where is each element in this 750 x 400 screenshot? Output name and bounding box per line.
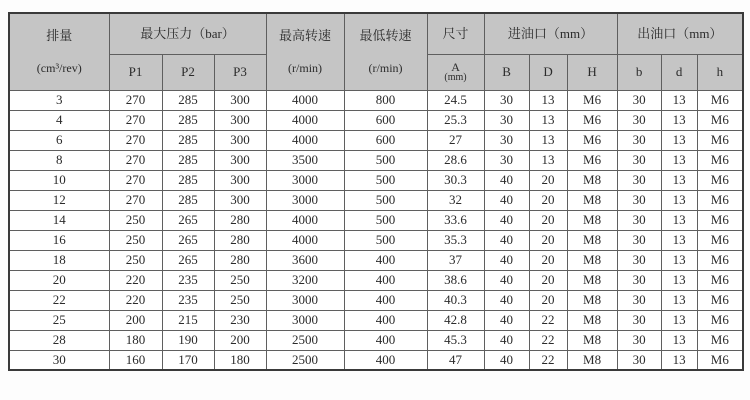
header-max-speed-title: 最高转速: [279, 27, 332, 43]
table-cell: 270: [109, 170, 162, 190]
table-cell: 4: [9, 110, 109, 130]
table-row: [9, 90, 743, 110]
table-cell: 300: [214, 90, 266, 110]
table-cell: 250: [109, 210, 162, 230]
table-cell: 13: [661, 130, 697, 150]
table-cell: 250: [214, 290, 266, 310]
table-cell: M6: [697, 230, 743, 250]
table-cell: 20: [529, 270, 567, 290]
table-cell: 250: [109, 230, 162, 250]
table-cell: 35.3: [427, 230, 484, 250]
table-cell: 285: [162, 90, 214, 110]
subheader-dimension-a-unit: (mm): [444, 72, 467, 83]
table-cell: 28.6: [427, 150, 484, 170]
table-cell: M6: [697, 270, 743, 290]
table-cell: 270: [109, 150, 162, 170]
table-cell: 300: [214, 150, 266, 170]
table-cell: 24.5: [427, 90, 484, 110]
table-cell: M6: [697, 330, 743, 350]
table-cell: 170: [162, 350, 214, 370]
table-cell: 2500: [266, 330, 344, 350]
table-cell: 200: [109, 310, 162, 330]
table-cell: 30: [484, 90, 529, 110]
table-cell: 13: [661, 90, 697, 110]
table-cell: M6: [697, 290, 743, 310]
table-cell: 33.6: [427, 210, 484, 230]
table-row: [9, 210, 743, 230]
table-cell: 220: [109, 290, 162, 310]
table-cell: 20: [529, 290, 567, 310]
table-row: [9, 170, 743, 190]
table-cell: 4000: [266, 90, 344, 110]
table-cell: 13: [529, 150, 567, 170]
table-row: [9, 190, 743, 210]
table-cell: 22: [529, 330, 567, 350]
table-cell: 200: [214, 330, 266, 350]
table-cell: 40: [484, 270, 529, 290]
table-cell: 13: [661, 210, 697, 230]
table-row: [9, 310, 743, 330]
table-cell: M6: [567, 90, 617, 110]
table-row: [9, 150, 743, 170]
table-cell: 13: [661, 330, 697, 350]
table-cell: M8: [567, 310, 617, 330]
table-cell: M8: [567, 250, 617, 270]
table-cell: 42.8: [427, 310, 484, 330]
table-cell: 160: [109, 350, 162, 370]
table-cell: 250: [214, 270, 266, 290]
table-cell: 4000: [266, 230, 344, 250]
pump-spec-table: [8, 12, 744, 371]
table-cell: 13: [661, 150, 697, 170]
table-cell: M8: [567, 190, 617, 210]
table-cell: M6: [697, 150, 743, 170]
table-cell: M6: [697, 210, 743, 230]
table-cell: M6: [697, 130, 743, 150]
table-cell: 400: [344, 250, 427, 270]
table-cell: 3000: [266, 190, 344, 210]
table-cell: 40: [484, 190, 529, 210]
header-max-speed: [266, 13, 344, 90]
header-outlet-port: 出油口（mm）: [617, 13, 743, 54]
table-cell: 235: [162, 270, 214, 290]
table-cell: 300: [214, 190, 266, 210]
table-cell: 20: [529, 230, 567, 250]
table-cell: 40: [484, 230, 529, 250]
table-row: [9, 350, 743, 370]
table-row: [9, 110, 743, 130]
subheader-p2: P2: [162, 54, 214, 90]
table-cell: 500: [344, 210, 427, 230]
subheader-outlet-d: d: [661, 54, 697, 90]
table-cell: 47: [427, 350, 484, 370]
table-cell: M8: [567, 170, 617, 190]
table-cell: 285: [162, 150, 214, 170]
table-cell: 22: [9, 290, 109, 310]
table-cell: 14: [9, 210, 109, 230]
subheader-outlet-b: b: [617, 54, 661, 90]
table-cell: M6: [697, 190, 743, 210]
table-cell: 13: [661, 190, 697, 210]
table-cell: 20: [529, 250, 567, 270]
table-cell: 285: [162, 170, 214, 190]
table-cell: 25: [9, 310, 109, 330]
table-cell: 30: [484, 150, 529, 170]
table-cell: 13: [529, 90, 567, 110]
table-row: [9, 130, 743, 150]
header-displacement-title: 排量: [46, 27, 73, 43]
table-cell: 40: [484, 250, 529, 270]
subheader-dimension-a-label: A: [451, 60, 460, 74]
table-cell: 38.6: [427, 270, 484, 290]
table-cell: 280: [214, 250, 266, 270]
table-cell: 400: [344, 270, 427, 290]
table-cell: 500: [344, 150, 427, 170]
table-cell: 300: [214, 110, 266, 130]
table-cell: 270: [109, 190, 162, 210]
table-cell: 265: [162, 250, 214, 270]
table-cell: 28: [9, 330, 109, 350]
table-cell: M6: [567, 150, 617, 170]
header-displacement: [9, 13, 109, 90]
table-cell: 270: [109, 130, 162, 150]
table-cell: 30: [617, 110, 661, 130]
table-cell: 250: [109, 250, 162, 270]
table-cell: 30: [484, 110, 529, 130]
table-cell: 20: [9, 270, 109, 290]
table-cell: 20: [529, 190, 567, 210]
table-cell: 400: [344, 290, 427, 310]
table-cell: 400: [344, 330, 427, 350]
table-cell: 30: [617, 210, 661, 230]
table-cell: M6: [697, 250, 743, 270]
table-row: [9, 270, 743, 290]
table-cell: 235: [162, 290, 214, 310]
table-cell: 600: [344, 110, 427, 130]
table-cell: 40: [484, 310, 529, 330]
table-cell: 30: [617, 290, 661, 310]
table-cell: M6: [697, 310, 743, 330]
table-cell: 300: [214, 130, 266, 150]
table-cell: 30: [617, 170, 661, 190]
table-cell: 400: [344, 310, 427, 330]
table-cell: 285: [162, 110, 214, 130]
table-cell: M6: [697, 110, 743, 130]
table-cell: 30: [617, 250, 661, 270]
table-cell: 30: [617, 90, 661, 110]
table-cell: 800: [344, 90, 427, 110]
table-cell: 180: [214, 350, 266, 370]
subheader-inlet-b: B: [484, 54, 529, 90]
table-cell: 2500: [266, 350, 344, 370]
subheader-inlet-h: H: [567, 54, 617, 90]
header-dimension: 尺寸: [427, 13, 484, 54]
table-cell: M6: [567, 110, 617, 130]
table-cell: 16: [9, 230, 109, 250]
table-cell: 30: [617, 130, 661, 150]
subheader-outlet-h: h: [697, 54, 743, 90]
table-cell: 13: [661, 310, 697, 330]
table-cell: 265: [162, 230, 214, 250]
table-cell: 20: [529, 210, 567, 230]
table-cell: 30: [617, 190, 661, 210]
subheader-inlet-d: D: [529, 54, 567, 90]
table-cell: 30: [617, 270, 661, 290]
table-cell: 6: [9, 130, 109, 150]
table-cell: 600: [344, 130, 427, 150]
table-cell: 4000: [266, 210, 344, 230]
table-cell: 27: [427, 130, 484, 150]
table-cell: 3200: [266, 270, 344, 290]
table-cell: 30.3: [427, 170, 484, 190]
table-cell: 30: [617, 330, 661, 350]
table-cell: 13: [529, 130, 567, 150]
table-cell: 285: [162, 190, 214, 210]
table-row: [9, 250, 743, 270]
table-cell: 25.3: [427, 110, 484, 130]
table-cell: 12: [9, 190, 109, 210]
table-row: [9, 330, 743, 350]
table-cell: M6: [567, 130, 617, 150]
table-cell: 3000: [266, 290, 344, 310]
table-cell: M8: [567, 230, 617, 250]
table-cell: 180: [109, 330, 162, 350]
table-cell: 3000: [266, 170, 344, 190]
table-row: [9, 290, 743, 310]
table-cell: 45.3: [427, 330, 484, 350]
table-cell: 30: [617, 150, 661, 170]
table-cell: 220: [109, 270, 162, 290]
table-cell: 32: [427, 190, 484, 210]
table-cell: 270: [109, 90, 162, 110]
table-cell: 40: [484, 170, 529, 190]
table-cell: M8: [567, 290, 617, 310]
table-cell: 40: [484, 210, 529, 230]
table-cell: 13: [529, 110, 567, 130]
table-cell: 190: [162, 330, 214, 350]
table-cell: 8: [9, 150, 109, 170]
header-min-speed: [344, 13, 427, 90]
table-cell: 30: [617, 310, 661, 330]
header-max-pressure: 最大压力（bar）: [109, 13, 266, 54]
table-cell: 13: [661, 110, 697, 130]
table-cell: 13: [661, 170, 697, 190]
table-cell: 10: [9, 170, 109, 190]
table-cell: 3600: [266, 250, 344, 270]
header-min-speed-title: 最低转速: [359, 27, 412, 43]
table-cell: 13: [661, 270, 697, 290]
table-cell: 270: [109, 110, 162, 130]
subheader-dimension-a: [427, 54, 484, 90]
table-cell: 13: [661, 250, 697, 270]
table-cell: 22: [529, 350, 567, 370]
table-cell: 30: [617, 230, 661, 250]
table-cell: 13: [661, 290, 697, 310]
table-cell: 3000: [266, 310, 344, 330]
table-cell: 13: [661, 350, 697, 370]
table-cell: 40: [484, 330, 529, 350]
table-cell: 500: [344, 230, 427, 250]
table-cell: 3: [9, 90, 109, 110]
table-cell: 285: [162, 130, 214, 150]
table-cell: 500: [344, 190, 427, 210]
table-cell: M8: [567, 210, 617, 230]
table-cell: 500: [344, 170, 427, 190]
table-cell: M8: [567, 330, 617, 350]
header-displacement-unit: (cm³/rev): [36, 60, 82, 75]
table-cell: 22: [529, 310, 567, 330]
table-cell: 18: [9, 250, 109, 270]
header-row-1: [9, 13, 743, 54]
table-cell: M8: [567, 270, 617, 290]
table-cell: 37: [427, 250, 484, 270]
header-max-speed-unit: (r/min): [288, 60, 323, 75]
table-body: [9, 90, 743, 370]
table-cell: 280: [214, 230, 266, 250]
table-cell: 230: [214, 310, 266, 330]
header-inlet-port: 进油口（mm）: [484, 13, 617, 54]
table-cell: 215: [162, 310, 214, 330]
table-cell: 30: [9, 350, 109, 370]
table-row: [9, 230, 743, 250]
header-min-speed-unit: (r/min): [368, 60, 403, 75]
table-cell: 20: [529, 170, 567, 190]
table-header: [9, 13, 743, 90]
table-cell: 30: [617, 350, 661, 370]
table-cell: M6: [697, 350, 743, 370]
table-cell: 4000: [266, 130, 344, 150]
table-cell: 300: [214, 170, 266, 190]
table-cell: 3500: [266, 150, 344, 170]
table-cell: 30: [484, 130, 529, 150]
table-cell: M8: [567, 350, 617, 370]
table-cell: 40: [484, 350, 529, 370]
subheader-p1: P1: [109, 54, 162, 90]
table-cell: 4000: [266, 110, 344, 130]
subheader-p3: P3: [214, 54, 266, 90]
table-cell: 40.3: [427, 290, 484, 310]
table-cell: 280: [214, 210, 266, 230]
table-cell: 400: [344, 350, 427, 370]
table-cell: M6: [697, 170, 743, 190]
table-cell: 265: [162, 210, 214, 230]
table-cell: 13: [661, 230, 697, 250]
table-cell: M6: [697, 90, 743, 110]
table-cell: 40: [484, 290, 529, 310]
